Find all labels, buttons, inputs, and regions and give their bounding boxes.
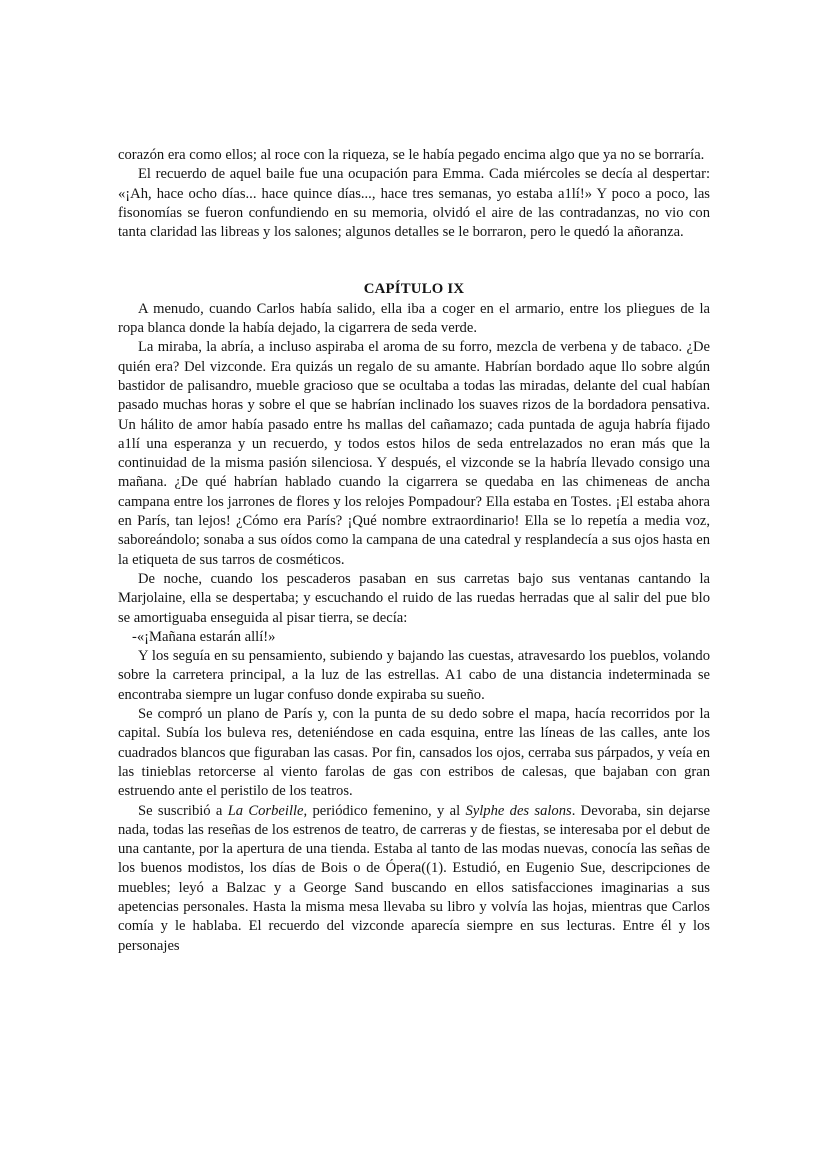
italic-publication-title: Sylphe des salons <box>465 802 572 819</box>
paragraph-de-noche: De noche, cuando los pescaderos pasaban en sus carretas bajo sus ventanas cantando la Marjolaine, ella se despertaba; y escuchando el ruido de las ruedas herradas que al salir del pue blo se amortiguaba enseguida al pisar tierra, se decía: <box>118 570 710 626</box>
paragraph-corazon: corazón era como ellos; al roce con la riqueza, se le había pegado encima algo que ya no se borraría. <box>118 147 705 163</box>
chapter-spacer <box>118 242 710 280</box>
paragraph-recuerdo-baile: El recuerdo de aquel baile fue una ocupación para Emma. Cada miércoles se decía al despertar: «¡Ah, hace ocho días... hace quince días..., hace tres semanas, yo estaba a1lí!» Y poco a poco, las fisonomías se fueron confundiendo en su memoria, olvidó el aire de las contradanzas, no vio con tanta claridad las libreas y los salones; algunos detalles se le borraron, pero le quedó la añoranza. <box>118 166 710 241</box>
paragraph-a-menudo: A menudo, cuando Carlos había salido, ella iba a coger en el armario, entre los pliegues de la ropa blanca donde la había dejado, la cigarrera de seda verde. <box>118 300 710 337</box>
paragraph-se-suscribio: Se suscribió a La Corbeille, periódico femenino, y al Sylphe des salons. Devoraba, sin dejarse nada, todas las reseñas de los estrenos de teatro, de carreras y de fiestas, se interesaba por el debut de una cantante, por la apertura de una tienda. Estaba al tanto de las modas nuevas, conocía las señas de los buenos modistos, los días de Bois o de Ópera((1). Estudió, en Eugenio Sue, descripciones de muebles; leyó a Balzac y a George Sand buscando en ellos satisfacciones imaginarias a sus apetencias personales. Hasta la misma mesa llevaba su libro y volvía las hojas, mientras que Carlos comía y le hablaba. El recuerdo del vizconde aparecía siempre en sus lecturas. Entre él y los personajes <box>118 802 711 954</box>
paragraph-dialogue-manana: -«¡Mañana estarán allí!» <box>132 628 276 645</box>
page-text-block <box>118 146 710 956</box>
chapter-heading: CAPÍTULO IX <box>363 281 465 298</box>
italic-publication-title: La Corbeille <box>227 802 304 819</box>
paragraph-la-miraba: La miraba, la abría, a incluso aspiraba el aroma de su forro, mezcla de verbena y de tabaco. ¿De quién era? Del vizconde. Era quizás un regalo de su amante. Habrían bordado aque llo sobre algún bastidor de palisandro, mueble gracioso que se ocultaba a todas las miradas, delante del cual habían pasado muchas horas y sobre el que se habrían inclinado los suaves rizos de la bordadora pensativa. Un hálito de amor había pasado entre hs mallas del cañamazo; cada puntada de aguja habría fijado a1lí una esperanza y un recuerdo, y todos estos hilos de seda entrelazados no eran más que la continuidad de la misma pasión silenciosa. Y después, el vizconde se la habría llevado consigo una mañana. ¿De qué habrían hablado cuando la cigarrera se quedaba en las chimeneas de ancha campana entre los jarrones de flores y los relojes Pompadour? Ella estaba en Tostes. ¡El estaba ahora en París, tan lejos! ¿Cómo era París? ¡Qué nombre extraordinario! Ella se lo repetía a media voz, saboreándolo; sonaba a sus oídos como la campana de una catedral y resplandecía a sus ojos hasta en la etiqueta de sus tarros de cosméticos. <box>118 339 710 568</box>
paragraph-y-los-seguia: Y los seguía en su pensamiento, subiendo y bajando las cuestas, atravesardo los pueblos, volando sobre la carretera principal, a la luz de las estrellas. A1 cabo de una distancia indeterminada se encontraba siempre un lugar confuso donde expiraba su sueño. <box>118 648 710 703</box>
paragraph-plano-paris: Se compró un plano de París y, con la punta de su dedo sobre el mapa, hacía recorridos por la capital. Subía los buleva res, deteniéndose en cada esquina, entre las líneas de las calles, ante los cuadrados blancos que figuraban las casas. Por fin, cansados los ojos, cerraba sus párpados, y veía en las tinieblas retorcerse al viento farolas de gas con estribos de calesas, que bajaban con gran estruendo ante el peristilo de los teatros. <box>118 706 710 800</box>
